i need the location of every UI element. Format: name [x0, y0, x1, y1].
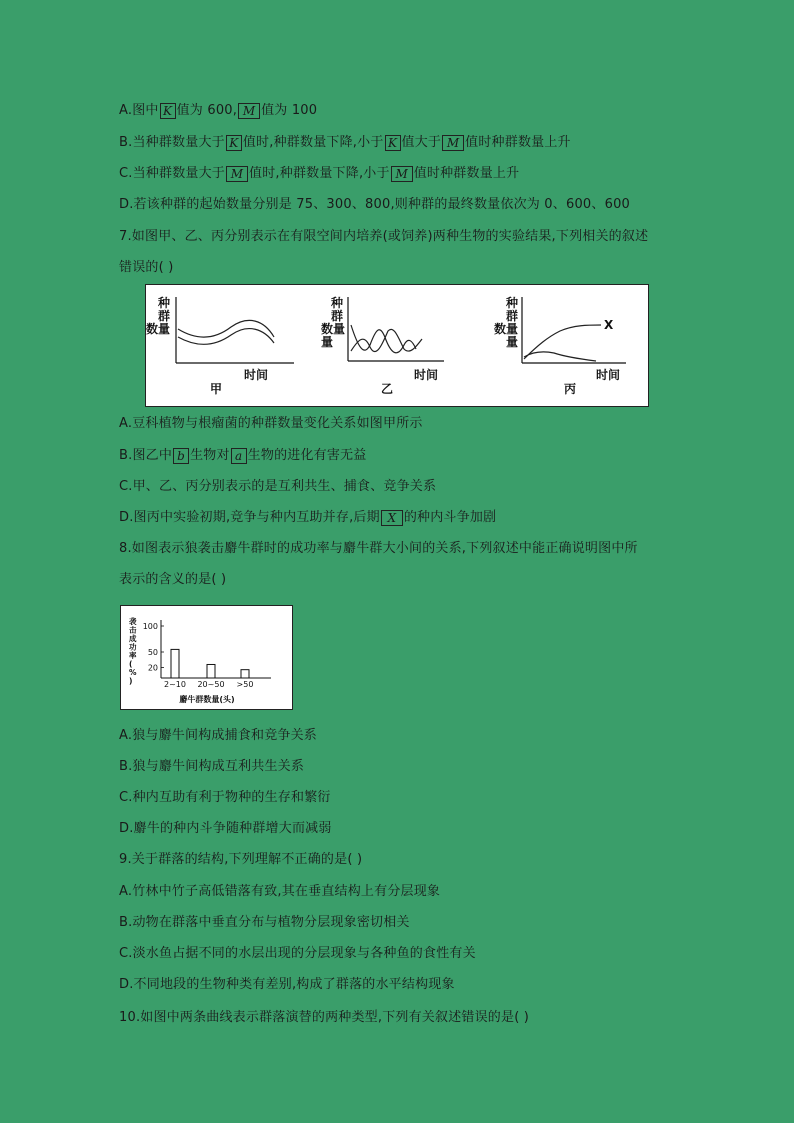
- ylabel-char: 数: [146, 322, 159, 336]
- xlabel: 时间: [414, 368, 439, 382]
- ylabel-char: 量: [321, 335, 334, 349]
- ylabel-char: 种: [331, 296, 344, 310]
- q8-option-a: A.狼与麝牛间构成捕食和竞争关系: [119, 728, 317, 743]
- q10-stem: 10.如图中两条曲线表示群落演替的两种类型,下列有关叙述错误的是( ): [119, 1010, 530, 1025]
- q7-figure: [145, 284, 649, 407]
- q6-option-a-post: 值为 100: [261, 103, 318, 118]
- chart-bar: [171, 649, 179, 678]
- curve-label-x: X: [604, 318, 614, 332]
- q8-stem-line1: 8.如图表示狼袭击麝牛群时的成功率与麝牛群大小间的关系,下列叙述中能正确说明图中所: [119, 541, 638, 556]
- q8-option-b: B.狼与麝牛间构成互利共生关系: [119, 759, 305, 774]
- q7-option-d-pre: D.图丙中实验初期,竞争与种内互助并存,后期: [119, 510, 380, 525]
- q7-stem-line1: 7.如图甲、乙、丙分别表示在有限空间内培养(或饲养)两种生物的实验结果,下列相关的叙述: [119, 229, 649, 244]
- chart-xtick-label: 2~10: [164, 680, 186, 689]
- q8-bar-chart: [120, 605, 293, 710]
- q8-option-d: D.麝牛的种内斗争随种群增大而减弱: [119, 821, 332, 836]
- q7-option-b: [119, 447, 366, 465]
- q6-option-b-post: 值时种群数量上升: [465, 135, 571, 150]
- k-value-box: K: [160, 103, 176, 119]
- m-value-box: M: [391, 166, 413, 182]
- q7-option-b-post: 生物的进化有害无益: [247, 448, 367, 463]
- curve-upper: [178, 320, 274, 337]
- b-var-box: b: [173, 448, 189, 464]
- k-value-box: K: [385, 135, 401, 151]
- q7-figure-svg: [146, 285, 648, 406]
- curve-x: [524, 325, 601, 359]
- q6-option-c-pre: C.当种群数量大于: [119, 166, 226, 181]
- chart-ytick-label: 100: [142, 622, 158, 631]
- panel-yi: [321, 295, 444, 396]
- chart-ylabel-char: ): [129, 676, 133, 686]
- q7-option-c: C.甲、乙、丙分别表示的是互利共生、捕食、竞争关系: [119, 479, 437, 494]
- ylabel-char: 量: [158, 322, 171, 336]
- xlabel: 时间: [596, 368, 621, 382]
- x-var-box: X: [381, 510, 403, 526]
- xlabel: 时间: [244, 368, 269, 382]
- m-value-box: M: [226, 166, 248, 182]
- ylabel-char: 群: [331, 309, 344, 323]
- q6-option-c-mid: 值时,种群数量下降,小于: [249, 166, 390, 181]
- q9-option-a: A.竹林中竹子高低错落有致,其在垂直结构上有分层现象: [119, 884, 441, 899]
- a-var-box: a: [231, 448, 247, 464]
- ylabel-char: 数: [494, 322, 507, 336]
- chart-bar: [207, 664, 215, 678]
- ylabel-char: 种: [158, 296, 171, 310]
- q9-option-c: C.淡水鱼占据不同的水层出现的分层现象与各种鱼的食性有关: [119, 946, 476, 961]
- chart-ytick-label: 20: [147, 663, 158, 673]
- q6-option-b-pre: B.当种群数量大于: [119, 135, 225, 150]
- q6-option-a-mid: 值为 600,: [176, 103, 238, 118]
- q6-option-b: [119, 134, 571, 152]
- curve-other: [524, 352, 596, 361]
- q9-option-b: B.动物在群落中垂直分布与植物分层现象密切相关: [119, 915, 410, 930]
- panel-label-bing: 丙: [564, 382, 577, 396]
- chart-xlabel: 麝牛群数量(头): [179, 695, 235, 704]
- q8-stem-line2: 表示的含义的是( ): [119, 572, 227, 587]
- q6-option-c: [119, 165, 519, 183]
- m-value-box: M: [442, 135, 464, 151]
- q6-option-a: [119, 102, 317, 120]
- chart-ylabel-char: (: [129, 659, 133, 669]
- chart-ylabel-char: 袭: [129, 617, 137, 626]
- ylabel-char: 量: [506, 322, 519, 336]
- panel-label-jia: 甲: [210, 382, 223, 396]
- ylabel-char: 群: [506, 309, 519, 323]
- chart-ylabel-char: 击: [129, 625, 137, 635]
- q7-option-b-mid: 生物对: [190, 448, 230, 463]
- chart-ylabel-char: %: [129, 668, 137, 677]
- chart-xtick-label: 20~50: [197, 680, 225, 689]
- q8-bar-chart-svg: [121, 606, 292, 709]
- chart-ylabel-char: 率: [129, 651, 137, 660]
- panel-jia: [146, 295, 294, 396]
- ylabel-char: 量: [506, 335, 519, 349]
- q7-option-a: A.豆科植物与根瘤菌的种群数量变化关系如图甲所示: [119, 416, 423, 431]
- panel-label-yi: 乙: [381, 382, 394, 396]
- q6-option-c-post: 值时种群数量上升: [413, 166, 520, 181]
- q6-option-b-mid2: 值大于: [401, 135, 442, 150]
- q7-option-d-post: 的种内斗争加剧: [403, 510, 497, 525]
- chart-ylabel: [128, 616, 137, 686]
- ylabel-char: 群: [158, 309, 171, 323]
- q6-option-d: D.若该种群的起始数量分别是 75、300、800,则种群的最终数量依次为 0、600、600: [119, 197, 631, 212]
- chart-ytick-label: 50: [147, 648, 158, 657]
- chart-bar: [241, 670, 249, 678]
- q8-option-c: C.种内互助有利于物种的生存和繁衍: [119, 790, 331, 805]
- curve-a: [351, 325, 416, 353]
- panel-bing: [494, 295, 626, 396]
- q9-option-d: D.不同地段的生物种类有差别,构成了群落的水平结构现象: [119, 977, 455, 992]
- m-value-box: M: [238, 103, 260, 119]
- q6-option-b-mid: 值时,种群数量下降,小于: [242, 135, 384, 150]
- q6-option-a-pre: A.图中: [119, 103, 159, 118]
- q9-stem: 9.关于群落的结构,下列理解不正确的是( ): [119, 852, 363, 867]
- k-value-box: K: [226, 135, 242, 151]
- ylabel-char: 量: [333, 322, 346, 336]
- q7-stem-line2: 错误的( ): [119, 260, 174, 275]
- ylabel-char: 数: [321, 322, 334, 336]
- q7-option-b-pre: B.图乙中: [119, 448, 173, 463]
- chart-ylabel-char: 成: [129, 634, 137, 643]
- q7-option-d: [119, 509, 496, 527]
- chart-xtick-label: >50: [236, 680, 254, 689]
- chart-ylabel-char: 功: [129, 642, 137, 652]
- ylabel-char: 种: [506, 296, 519, 310]
